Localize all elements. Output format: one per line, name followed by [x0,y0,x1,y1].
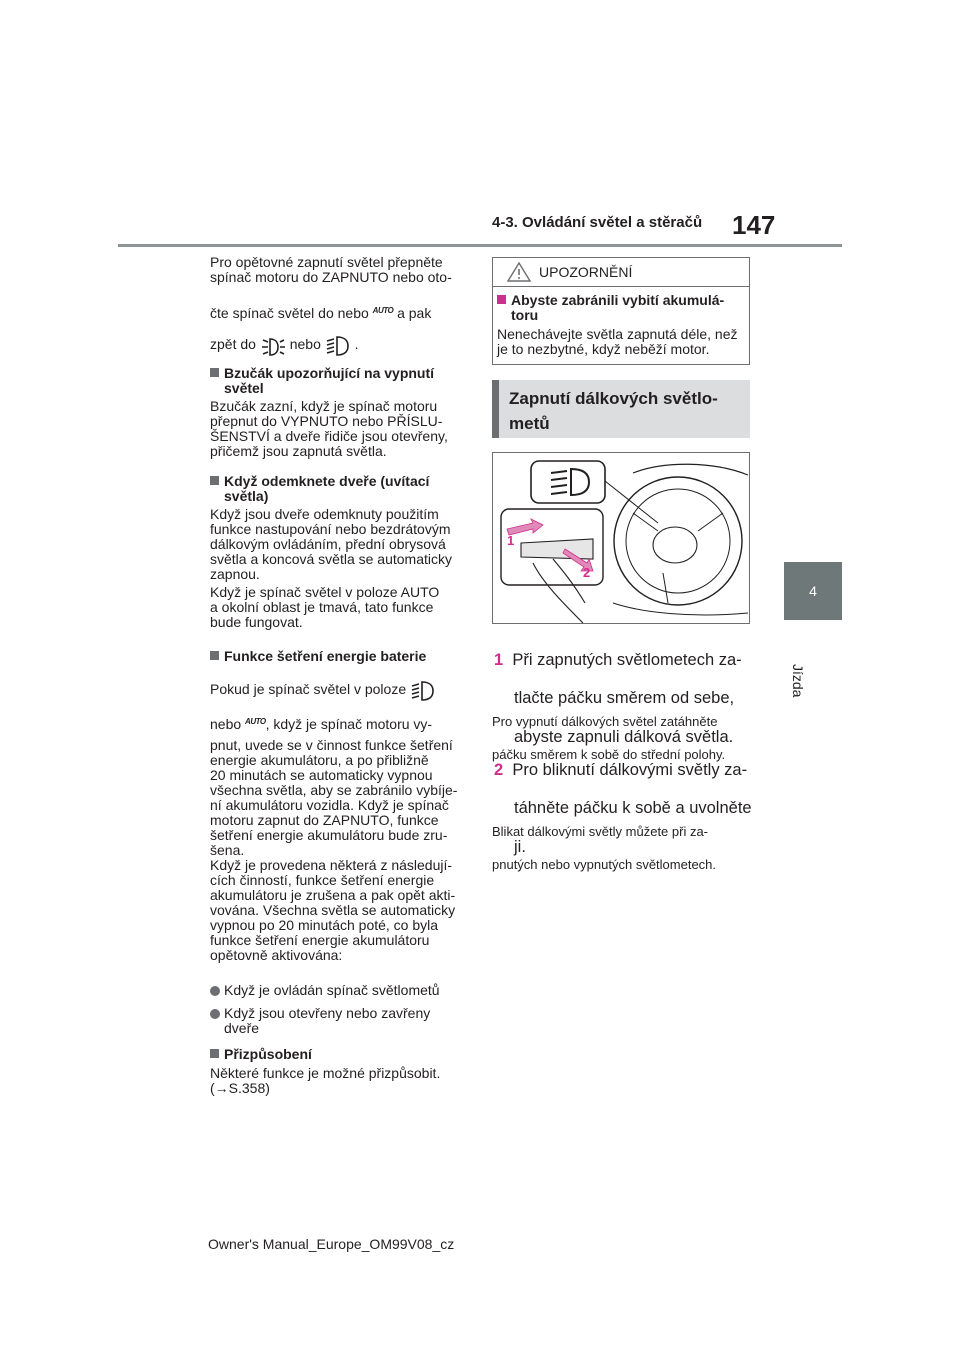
buzzer-line: Bzučák zazní, když je spínač motoru [210,398,438,414]
step-number: 1 [494,650,504,669]
note-line: Pro vypnutí dálkových světel zatáhněte [492,714,718,729]
warning-subtitle-text: Abyste zabránili vybití akumulá- [511,292,725,308]
warning-triangle-icon [507,262,531,287]
auto-icon: AUTO [245,717,266,726]
saver-line: akumulátoru je zrušena a pak opět akti- [210,887,456,903]
buzzer-line: přepnut do VYPNUTO nebo PŘÍSLU- [210,413,443,429]
buzzer-section [210,366,448,459]
warning-subtitle: toru [511,307,539,323]
buzzer-line: přičemž jsou zapnutá světla. [210,443,387,459]
step-2-text: Pro bliknutí dálkovými světly za- [512,760,748,779]
intro-line-3 [210,303,431,321]
intro-text-part: nebo [289,336,321,352]
step-2-line: táhněte páčku k sobě a uvolněte [514,799,752,817]
saver-line: pnut, uvede se v činnost funkce šetření [210,737,453,753]
buzzer-title: světel [224,380,264,396]
section-title-line: metů [509,414,550,433]
step-1-line [494,649,756,671]
welcome-title [210,474,452,489]
page-number: 147 [732,210,776,240]
custom-title-text: Přizpůsobení [224,1046,312,1062]
warning-content [493,287,749,357]
welcome-line: světla a koncová světla se automaticky [210,551,453,567]
welcome-title-text: Když odemknete dveře (uvítací [224,473,430,489]
intro-text-part: . [354,336,359,352]
list-item [210,983,440,998]
intro-line: spínač motoru do ZAPNUTO nebo oto- [210,269,452,285]
chapter-label [784,630,842,698]
header-rule [118,244,842,247]
custom-title [210,1047,440,1062]
intro-text-part: a pak [397,305,432,321]
section-title [492,380,750,438]
step-1-line: abyste zapnuli dálková světla. [514,727,734,746]
buzzer-line: ŠENSTVÍ a dveře řidiče jsou otevřeny, [210,428,448,444]
intro-text-part: zpět do [210,336,256,352]
figure-label-1: 1 [507,533,515,548]
warning-box [492,257,750,365]
bullet-square [497,295,506,304]
saver-title-text: Funkce šetření energie baterie [224,648,427,664]
section-heading: 4-3. Ovládání světel a stěračů [492,214,703,231]
welcome-line: dálkovým ovládáním, přední obrysová [210,536,446,552]
saver-text-part: , když je spínač motoru vy- [265,716,433,732]
saver-line-2 [210,714,432,732]
list-item-cont: dveře [224,1020,260,1036]
parking-light-icon [260,337,286,360]
saver-line: motoru zapnut do ZAPNUTO, funkce [210,812,439,828]
bullet-dot [210,1009,220,1019]
buzzer-title [210,366,448,381]
saver-line: šena. [210,842,245,858]
saver-body [210,738,457,963]
saver-line: opětovně aktivována: [210,947,343,963]
bullet-list [210,983,440,1036]
saver-line: vována. Všechna světla se automaticky [210,902,456,918]
headlight-icon [325,335,351,360]
chapter-tab: 4 [784,562,842,620]
step-1-text: Při zapnutých světlometech za- [512,650,742,669]
saver-line: všechna světla, aby se zabránilo vybíje- [210,782,458,798]
auto-icon: AUTO [372,306,394,315]
saver-line: Když je provedena některá z následují- [210,857,453,873]
custom-line: Některé funkce je možné přizpůsobit. [210,1065,441,1081]
welcome-title: světla) [224,488,269,504]
saver-text-part: Pokud je spínač světel v poloze [210,681,407,697]
warning-title: UPOZORNĚNÍ [539,264,633,280]
warning-line: je to nezbytné, když neběží motor. [497,341,710,357]
warning-subtitle [497,293,741,308]
warning-line: Nenechávejte světla zapnutá déle, než [497,326,738,342]
bullet-square [210,651,219,660]
bullet-square [210,1049,219,1058]
saver-line: energie akumulátoru, a po přibližně [210,752,429,768]
intro-text [210,255,452,285]
saver-title [210,649,426,664]
bullet-dot [210,986,220,996]
list-item-text: Když jsou otevřeny nebo zavřeny [224,1005,431,1021]
step-2-note [492,809,716,888]
step-2-line [494,759,756,781]
page-reference-link[interactable]: (→S.358) [210,1080,270,1096]
chapter-label-text: Jízda [790,664,806,698]
bullet-square [210,368,219,377]
welcome-line: a okolní oblast je tmavá, tato funkce [210,599,434,615]
step-1-line: tlačte páčku směrem od sebe, [514,689,735,707]
saver-text-part: nebo [210,716,242,732]
note-line: pnutých nebo vypnutých světlometech. [492,857,717,872]
note-line: páčku směrem k sobě do střední polohy. [492,747,726,762]
buzzer-title-text: Bzučák upozorňující na vypnutí [224,365,435,381]
saver-line: šetření energie akumulátoru bude zru- [210,827,448,843]
step-2-line: ji. [514,837,526,856]
intro-line: Pro opětovné zapnutí světel přepněte [210,254,443,270]
custom-section [210,1047,440,1096]
welcome-line: zapnou. [210,566,260,582]
list-item-text: Když je ovládán spínač světlometů [224,982,440,998]
list-item [210,1006,440,1021]
saver-line: ní akumulátoru vozidla. Když je spínač [210,797,449,813]
step-number: 2 [494,760,504,779]
welcome-line: funkce nastupování nebo bezdrátovým [210,521,451,537]
headlight-lever-illustration [492,452,750,624]
figure-label-2: 2 [583,565,591,580]
welcome-section [210,474,452,630]
saver-line: vypnou po 20 minutách poté, co byla [210,917,439,933]
welcome-line: Když je spínač světel v poloze AUTO [210,584,440,600]
intro-line-4 [210,335,359,360]
saver-line: cích činností, funkce šetření energie [210,872,435,888]
bullet-square [210,476,219,485]
saver-line: 20 minutách se automaticky vypnou [210,767,433,783]
section-title-line: Zapnutí dálkových světlo- [509,389,718,408]
intro-text-part: čte spínač světel do nebo [210,305,369,321]
headlight-icon [410,680,436,705]
saver-line: funkce šetření energie akumulátoru [210,932,430,948]
warning-header [493,258,749,287]
welcome-line: bude fungovat. [210,614,303,630]
saver-line-1 [210,680,436,705]
footer-text: Owner's Manual_Europe_OM99V08_cz [208,1236,455,1252]
welcome-line: Když jsou dveře odemknuty použitím [210,506,439,522]
note-line: Blikat dálkovými světly můžete při za- [492,824,709,839]
